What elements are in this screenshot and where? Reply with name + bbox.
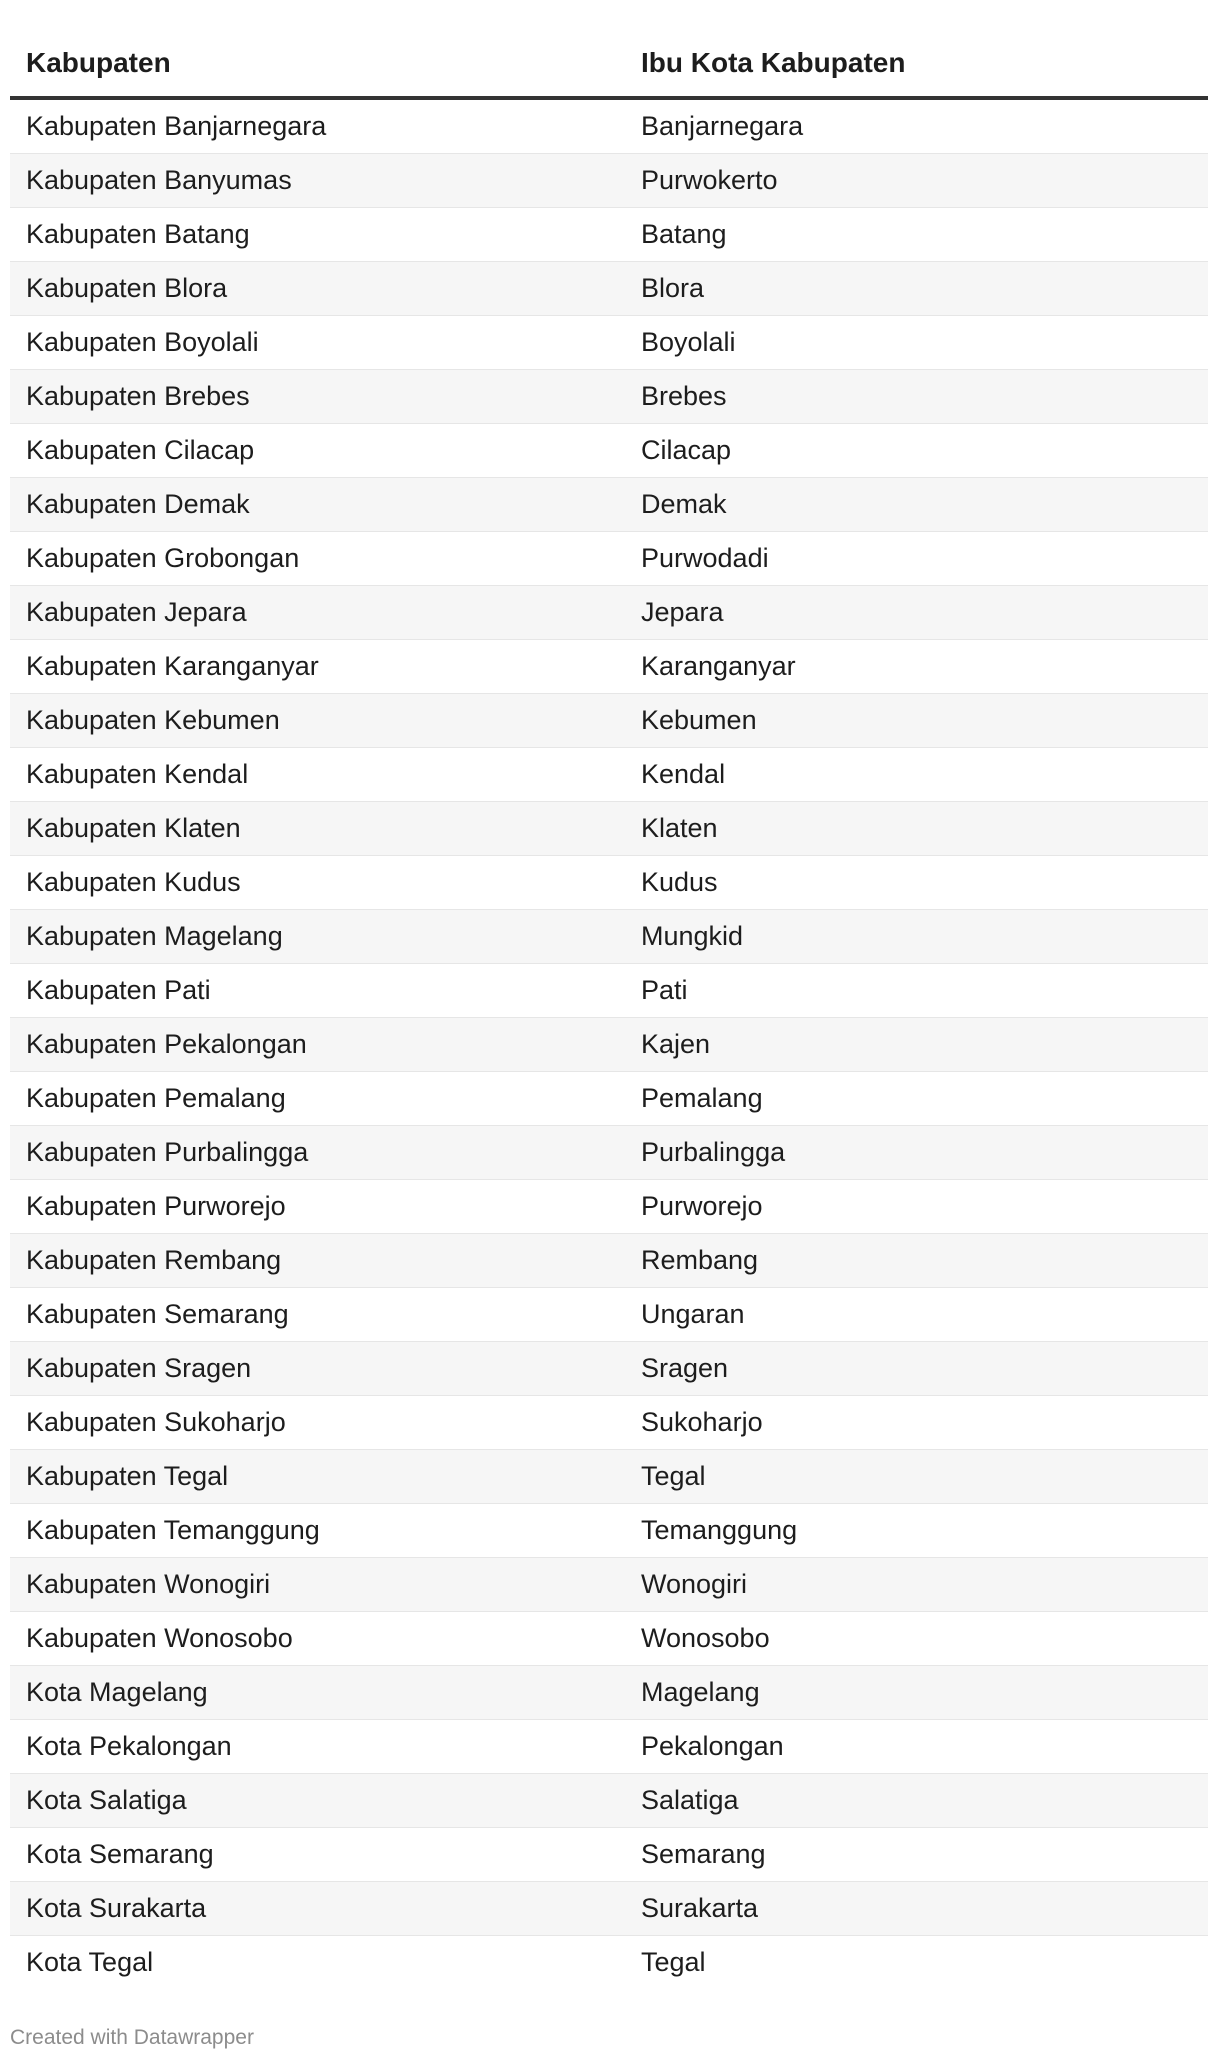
cell-kabupaten: Kabupaten Banjarnegara xyxy=(10,98,625,154)
table-row xyxy=(10,478,1208,532)
cell-kabupaten: Kabupaten Sragen xyxy=(10,1342,625,1396)
table-row xyxy=(10,1072,1208,1126)
table-row xyxy=(10,1396,1208,1450)
cell-kabupaten: Kabupaten Grobongan xyxy=(10,532,625,586)
cell-kabupaten: Kabupaten Brebes xyxy=(10,370,625,424)
cell-ibu-kota: Kebumen xyxy=(625,694,1208,748)
cell-kabupaten: Kabupaten Kebumen xyxy=(10,694,625,748)
table-row xyxy=(10,1774,1208,1828)
table-row xyxy=(10,1504,1208,1558)
cell-ibu-kota: Kudus xyxy=(625,856,1208,910)
cell-ibu-kota: Tegal xyxy=(641,1947,706,1977)
table-row xyxy=(10,1126,1208,1180)
table-row xyxy=(10,1342,1208,1396)
table-row xyxy=(10,1882,1208,1936)
table-row xyxy=(10,370,1208,424)
cell-ibu-kota: Wonosobo xyxy=(625,1612,1208,1666)
table-row xyxy=(10,1720,1208,1774)
cell-kabupaten: Kabupaten Magelang xyxy=(10,910,625,964)
table-row xyxy=(10,586,1208,640)
cell-kabupaten: Kabupaten Banyumas xyxy=(10,154,625,208)
cell-kabupaten: Kabupaten Temanggung xyxy=(10,1504,625,1558)
cell-ibu-kota: Kajen xyxy=(625,1018,1208,1072)
table-row xyxy=(10,1666,1208,1720)
cell-ibu-kota: Cilacap xyxy=(625,424,1208,478)
table-row xyxy=(10,856,1208,910)
cell-ibu-kota: Surakarta xyxy=(625,1882,1208,1936)
table-row xyxy=(10,640,1208,694)
cell-ibu-kota: Brebes xyxy=(625,370,1208,424)
cell-kabupaten: Kabupaten Wonogiri xyxy=(10,1558,625,1612)
cell-kabupaten: Kota Magelang xyxy=(10,1666,625,1720)
cell-kabupaten: Kabupaten Karanganyar xyxy=(10,640,625,694)
cell-ibu-kota: Mungkid xyxy=(625,910,1208,964)
table-row xyxy=(10,98,1208,154)
data-table-container xyxy=(10,30,1208,1989)
cell-ibu-kota: Klaten xyxy=(625,802,1208,856)
cell-ibu-kota: Magelang xyxy=(625,1666,1208,1720)
cell-ibu-kota: Rembang xyxy=(625,1234,1208,1288)
table-row xyxy=(10,1018,1208,1072)
cell-kabupaten: Kabupaten Batang xyxy=(10,208,625,262)
cell-ibu-kota: Pati xyxy=(625,964,1208,1018)
table-row xyxy=(10,262,1208,316)
cell-ibu-kota: Tegal xyxy=(625,1450,1208,1504)
table-header xyxy=(10,30,1208,98)
cell-kabupaten: Kabupaten Jepara xyxy=(10,586,625,640)
table-row xyxy=(10,1828,1208,1882)
footer-credit: Created with Datawrapper xyxy=(10,2026,254,2049)
cell-kabupaten: Kabupaten Pemalang xyxy=(10,1072,625,1126)
cell-ibu-kota: Wonogiri xyxy=(625,1558,1208,1612)
cell-ibu-kota: Boyolali xyxy=(625,316,1208,370)
cell-kabupaten: Kabupaten Cilacap xyxy=(10,424,625,478)
cell-ibu-kota: Batang xyxy=(625,208,1208,262)
table-row xyxy=(10,1558,1208,1612)
cell-ibu-kota: Purbalingga xyxy=(625,1126,1208,1180)
cell-ibu-kota: Jepara xyxy=(625,586,1208,640)
cell-kabupaten: Kabupaten Pekalongan xyxy=(10,1018,625,1072)
cell-kabupaten: Kabupaten Rembang xyxy=(10,1234,625,1288)
cell-ibu-kota: Blora xyxy=(625,262,1208,316)
cell-ibu-kota: Purwokerto xyxy=(625,154,1208,208)
cell-kabupaten: Kabupaten Demak xyxy=(10,478,625,532)
table-row xyxy=(10,910,1208,964)
cell-ibu-kota: Sragen xyxy=(625,1342,1208,1396)
table-row xyxy=(10,316,1208,370)
cell-kabupaten: Kabupaten Sukoharjo xyxy=(10,1396,625,1450)
table-row xyxy=(10,424,1208,478)
cell-kabupaten: Kota Semarang xyxy=(10,1828,625,1882)
table-row xyxy=(10,748,1208,802)
cell-kabupaten: Kabupaten Purworejo xyxy=(10,1180,625,1234)
data-table xyxy=(10,30,1208,1989)
cell-kabupaten: Kabupaten Boyolali xyxy=(10,316,625,370)
table-row xyxy=(10,1450,1208,1504)
table-row xyxy=(10,1288,1208,1342)
cell-ibu-kota: Temanggung xyxy=(625,1504,1208,1558)
cell-kabupaten: Kota Salatiga xyxy=(10,1774,625,1828)
table-row xyxy=(10,1936,1208,1990)
cell-kabupaten: Kabupaten Kendal xyxy=(10,748,625,802)
cell-ibu-kota: Semarang xyxy=(625,1828,1208,1882)
table-row xyxy=(10,964,1208,1018)
header-row xyxy=(10,30,1208,98)
cell-ibu-kota: Salatiga xyxy=(625,1774,1208,1828)
cell-ibu-kota: Sukoharjo xyxy=(625,1396,1208,1450)
table-row xyxy=(10,154,1208,208)
table-row xyxy=(10,694,1208,748)
cell-ibu-kota: Banjarnegara xyxy=(625,98,1208,154)
table-row xyxy=(10,208,1208,262)
cell-kabupaten: Kota Tegal xyxy=(26,1947,154,1977)
cell-kabupaten: Kabupaten Klaten xyxy=(10,802,625,856)
cell-kabupaten: Kabupaten Purbalingga xyxy=(10,1126,625,1180)
table-row xyxy=(10,802,1208,856)
cell-ibu-kota: Ungaran xyxy=(625,1288,1208,1342)
cell-kabupaten: Kabupaten Kudus xyxy=(10,856,625,910)
cell-kabupaten: Kota Pekalongan xyxy=(10,1720,625,1774)
table-row xyxy=(10,1612,1208,1666)
cell-ibu-kota: Demak xyxy=(625,478,1208,532)
cell-kabupaten: Kabupaten Blora xyxy=(10,262,625,316)
table-row xyxy=(10,1234,1208,1288)
column-header-ibu-kota[interactable]: Ibu Kota Kabupaten xyxy=(625,30,1208,98)
table-body xyxy=(10,98,1208,1989)
cell-ibu-kota: Karanganyar xyxy=(625,640,1208,694)
column-header-kabupaten[interactable]: Kabupaten xyxy=(10,30,625,98)
cell-kabupaten: Kabupaten Wonosobo xyxy=(10,1612,625,1666)
cell-kabupaten: Kabupaten Pati xyxy=(10,964,625,1018)
cell-ibu-kota: Pemalang xyxy=(625,1072,1208,1126)
cell-kabupaten: Kabupaten Tegal xyxy=(10,1450,625,1504)
cell-ibu-kota: Purworejo xyxy=(625,1180,1208,1234)
table-row xyxy=(10,532,1208,586)
cell-kabupaten: Kabupaten Semarang xyxy=(10,1288,625,1342)
cell-ibu-kota: Pekalongan xyxy=(625,1720,1208,1774)
cell-kabupaten: Kota Surakarta xyxy=(10,1882,625,1936)
cell-ibu-kota: Purwodadi xyxy=(625,532,1208,586)
cell-ibu-kota: Kendal xyxy=(625,748,1208,802)
table-row xyxy=(10,1180,1208,1234)
